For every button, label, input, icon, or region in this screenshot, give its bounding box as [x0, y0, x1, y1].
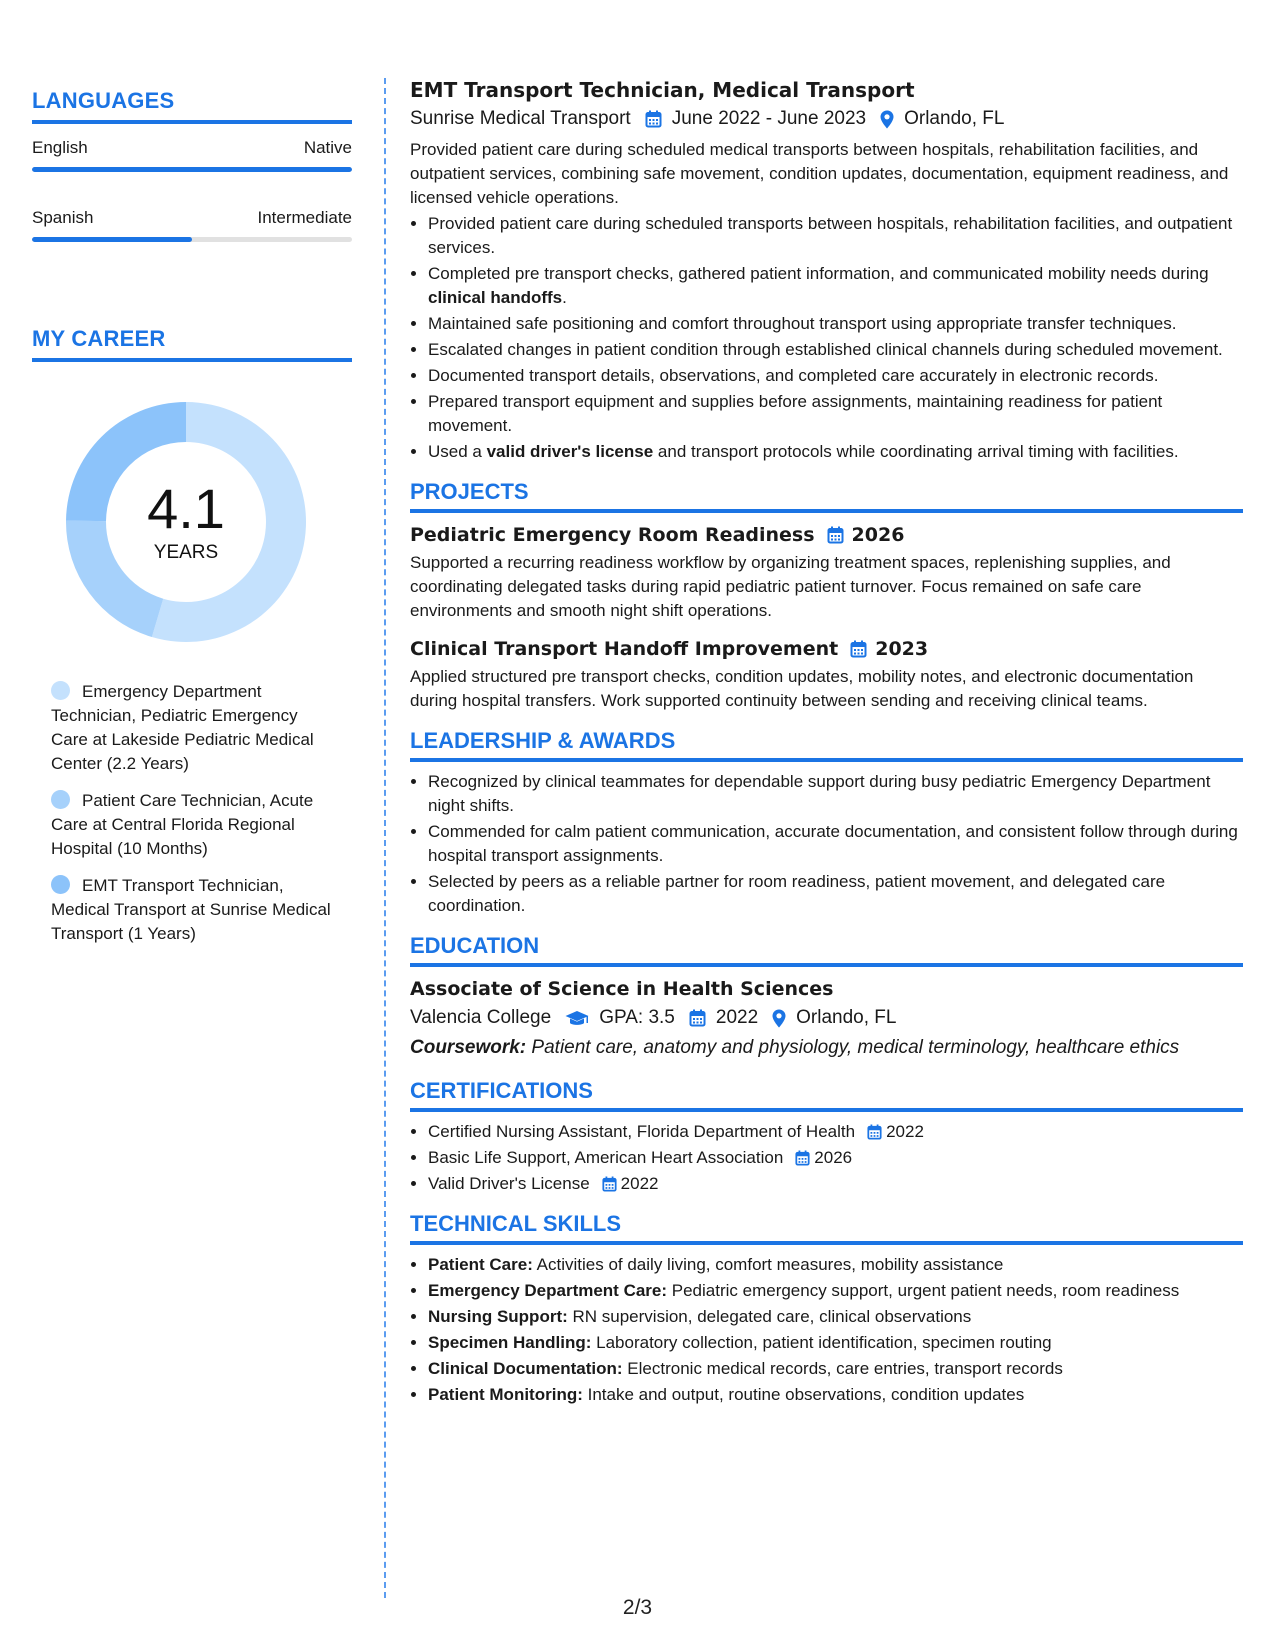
skill-value: Intake and output, routine observations, condition updates — [582, 1385, 1025, 1404]
skill-label: Emergency Department Care: — [428, 1281, 668, 1300]
certification-year: 2026 — [814, 1148, 853, 1167]
skill-item — [428, 1331, 1243, 1355]
language-level: Intermediate — [257, 208, 352, 227]
project-name: Clinical Transport Handoff Improvement — [410, 638, 839, 660]
education-school: Valencia College — [410, 1007, 552, 1028]
legend-dot-icon — [51, 681, 70, 700]
skill-value: Laboratory collection, patient identification, specimen routing — [591, 1333, 1052, 1352]
skill-label: Patient Monitoring: — [428, 1385, 583, 1404]
job-summary: Provided patient care during scheduled medical transports between hospitals, rehabilitation facilities, and outpatient services, combining safe movement, condition updates, documentation, equipment readiness, and licensed vehicle operations. — [410, 140, 1229, 207]
coursework-label: Coursework: — [410, 1037, 527, 1058]
language-name: Spanish — [32, 208, 94, 227]
bullet-text: Used a — [428, 442, 487, 461]
skill-item — [428, 1357, 1243, 1381]
job-bullet — [428, 338, 1243, 362]
certification-year: 2022 — [620, 1174, 659, 1193]
skill-value: Pediatric emergency support, urgent patient needs, room readiness — [667, 1281, 1180, 1300]
skills-title: TECHNICAL SKILLS — [410, 1212, 1243, 1245]
leadership-title: LEADERSHIP & AWARDS — [410, 729, 1243, 762]
language-proficiency-bar — [32, 237, 352, 242]
education-year: 2022 — [715, 1007, 759, 1028]
column-divider — [384, 78, 386, 1598]
skill-label: Patient Care: — [428, 1255, 533, 1274]
job-meta — [410, 104, 1243, 134]
job-bullet — [428, 364, 1243, 388]
leadership-list — [410, 770, 1243, 918]
location-pin-icon — [880, 110, 894, 129]
skill-value: RN supervision, delegated care, clinical observations — [567, 1307, 972, 1326]
calendar-icon — [850, 640, 867, 658]
language-item — [32, 138, 352, 172]
legend-dot-icon — [51, 790, 70, 809]
career-donut-chart — [66, 402, 306, 642]
bullet-text: Maintained safe positioning and comfort throughout transport using appropriate transfer techniques. — [428, 314, 1177, 333]
bullet-text: . — [562, 288, 567, 307]
location-pin-icon — [772, 1009, 786, 1028]
skill-value: Electronic medical records, care entries, transport records — [622, 1359, 1063, 1378]
job-dates: June 2022 - June 2023 — [671, 108, 867, 129]
language-proficiency-fill — [32, 167, 352, 172]
leadership-item: • Selected by peers as a reliable partner for room readiness, patient movement, and delegated care coordination. — [428, 870, 1243, 918]
language-name: English — [32, 138, 88, 157]
bullet-text: Prepared transport equipment and supplies before assignments, maintaining readiness for patient movement. — [428, 392, 1163, 435]
calendar-icon — [602, 1176, 617, 1192]
bullet-text: Completed pre transport checks, gathered patient information, and communicated mobility needs during — [428, 264, 1209, 283]
certification-name: • Basic Life Support, American Heart Association — [428, 1148, 784, 1167]
skill-label: Specimen Handling: — [428, 1333, 592, 1352]
job-bullet — [428, 262, 1243, 310]
sidebar — [32, 88, 352, 959]
leadership-item: • Commended for calm patient communication, accurate documentation, and consistent follow through during hospital transport assignments. — [428, 820, 1243, 868]
skill-item — [428, 1279, 1243, 1303]
job-company: Sunrise Medical Transport — [410, 108, 631, 129]
job-location: Orlando, FL — [904, 108, 1005, 129]
project-name: Pediatric Emergency Room Readiness — [410, 524, 815, 546]
career-total-unit: YEARS — [153, 542, 219, 563]
education-location: Orlando, FL — [796, 1007, 897, 1028]
career-total-years: 4.1 — [147, 477, 225, 540]
calendar-icon — [795, 1150, 810, 1166]
language-item — [32, 208, 352, 242]
certification-name: • Valid Driver's License — [428, 1174, 590, 1193]
certifications-title: CERTIFICATIONS — [410, 1079, 1243, 1112]
education-title: EDUCATION — [410, 934, 1243, 967]
education-meta — [410, 1003, 1243, 1033]
bullet-text: Escalated changes in patient condition through established clinical channels during scheduled movement. — [428, 340, 1223, 359]
skills-list — [410, 1253, 1243, 1407]
career-legend-label: Patient Care Technician, Acute Care at Central Florida Regional Hospital (10 Months) — [51, 791, 314, 858]
graduation-cap-icon — [565, 1010, 589, 1027]
bullet-bold-text: valid driver's license — [486, 442, 654, 461]
skill-item — [428, 1383, 1243, 1407]
project-description: Applied structured pre transport checks, condition updates, mobility notes, and electronic documentation during hospital transfers. Work supported continuity between sending and receiving clinical teams. — [410, 667, 1194, 710]
certification-item — [428, 1146, 1243, 1170]
leadership-item: • Recognized by clinical teammates for dependable support during busy pediatric Emergency Department night shifts. — [428, 770, 1243, 818]
languages-title: LANGUAGES — [32, 88, 352, 124]
certification-item — [428, 1120, 1243, 1144]
job-bullet — [428, 312, 1243, 336]
skill-value: Activities of daily living, comfort measures, mobility assistance — [532, 1255, 1004, 1274]
certification-name: • Certified Nursing Assistant, Florida Department of Health — [428, 1122, 856, 1141]
education-coursework — [410, 1033, 1243, 1063]
job-bullet — [428, 212, 1243, 260]
certifications-list — [410, 1120, 1243, 1196]
coursework-text: Patient care, anatomy and physiology, medical terminology, healthcare ethics — [526, 1037, 1180, 1058]
skill-label: Nursing Support: — [428, 1307, 568, 1326]
calendar-icon — [645, 110, 662, 128]
bullet-text: Documented transport details, observations, and completed care accurately in electronic records. — [428, 366, 1159, 385]
project-item — [410, 521, 1243, 623]
main-content — [410, 76, 1243, 1409]
career-legend-item — [51, 680, 336, 776]
career-legend — [32, 680, 352, 946]
project-year: 2026 — [851, 524, 905, 546]
bullet-text: and transport protocols while coordinating arrival timing with facilities. — [653, 442, 1179, 461]
calendar-icon — [867, 1124, 882, 1140]
skill-item — [428, 1253, 1243, 1277]
language-level: Native — [303, 138, 352, 157]
skill-label: Clinical Documentation: — [428, 1359, 623, 1378]
projects-title: PROJECTS — [410, 480, 1243, 513]
project-year: 2023 — [875, 638, 929, 660]
language-proficiency-fill — [32, 237, 192, 242]
project-description: Supported a recurring readiness workflow by organizing treatment spaces, replenishing supplies, and coordinating delegated tasks during rapid pediatric patient turnover. Focus remained on safe care environments and smooth night shift operations. — [410, 553, 1171, 620]
page-number: 2/3 — [622, 1596, 653, 1619]
career-legend-item — [51, 874, 336, 946]
career-legend-label: EMT Transport Technician, Medical Transport at Sunrise Medical Transport (1 Years) — [51, 876, 331, 943]
calendar-icon — [689, 1009, 706, 1027]
certification-item — [428, 1172, 1243, 1196]
career-legend-label: Emergency Department Technician, Pediatric Emergency Care at Lakeside Pediatric Medical Center (2.2 Years) — [51, 682, 314, 773]
job-title: EMT Transport Technician, Medical Transport — [410, 78, 915, 102]
job-bullet — [428, 440, 1243, 464]
job-bullets — [410, 212, 1243, 464]
legend-dot-icon — [51, 875, 70, 894]
skill-item — [428, 1305, 1243, 1329]
career-title: MY CAREER — [32, 326, 352, 362]
calendar-icon — [827, 526, 844, 544]
bullet-text: Provided patient care during scheduled transports between hospitals, rehabilitation facilities, and outpatient services. — [428, 214, 1233, 257]
bullet-bold-text: clinical handoffs — [428, 288, 563, 307]
education-degree: Associate of Science in Health Sciences — [410, 978, 834, 1000]
career-legend-item — [51, 789, 336, 861]
project-item — [410, 635, 1243, 713]
language-proficiency-bar — [32, 167, 352, 172]
job-bullet — [428, 390, 1243, 438]
certification-year: 2022 — [886, 1122, 924, 1141]
education-gpa: GPA: 3.5 — [599, 1007, 675, 1028]
